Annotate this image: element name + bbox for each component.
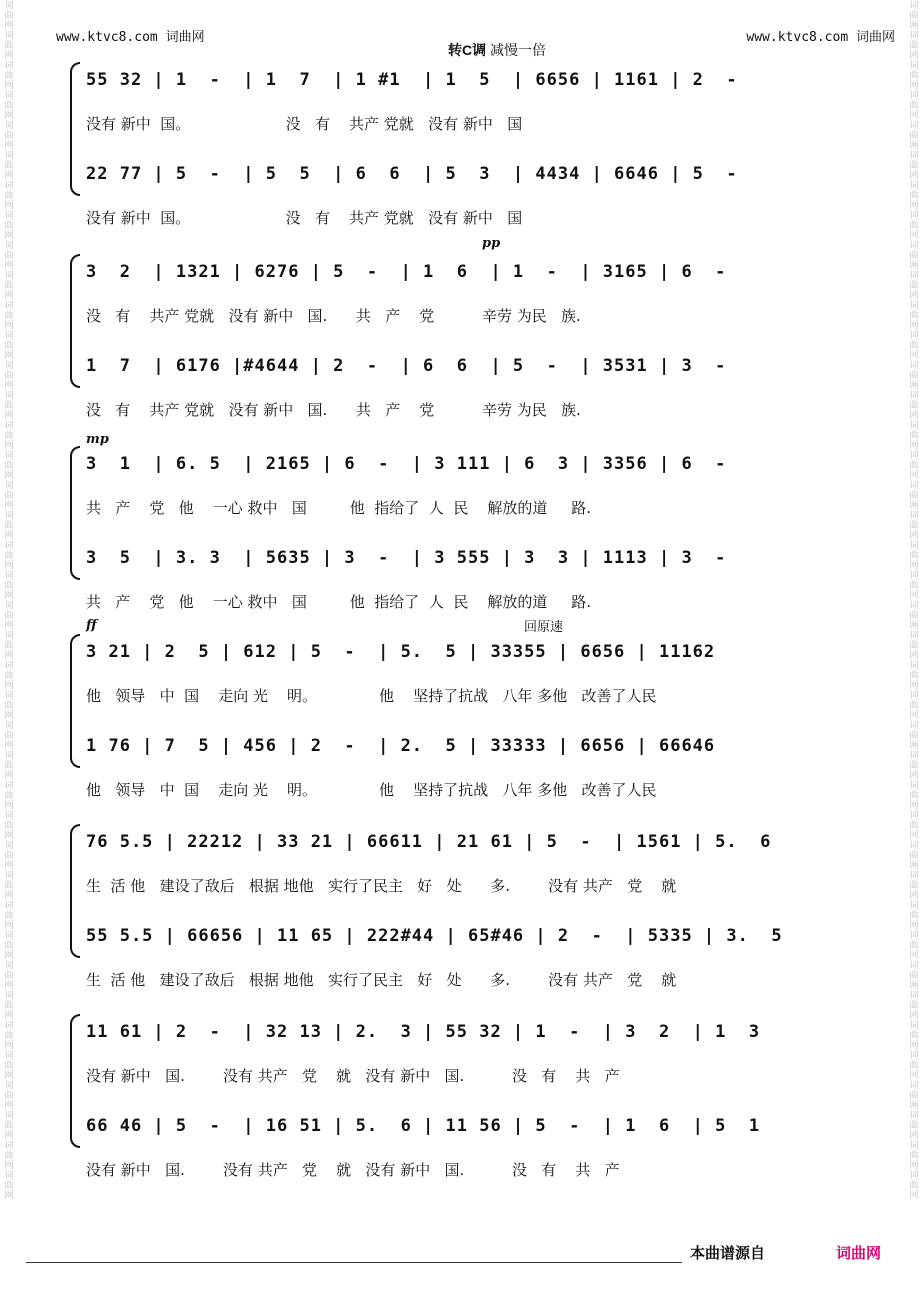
site-url-left[interactable]: www.ktvc8.com 词曲网 bbox=[56, 30, 205, 45]
watermark-glyph: 网 bbox=[4, 410, 14, 420]
watermark-glyph: 曲 bbox=[909, 640, 919, 650]
watermark-glyph: 词 bbox=[909, 240, 919, 250]
watermark-glyph: 曲 bbox=[4, 1060, 14, 1070]
watermark-glyph: 网 bbox=[909, 1160, 919, 1170]
watermark-glyph: 词 bbox=[4, 420, 14, 430]
watermark-glyph: 词 bbox=[909, 1050, 919, 1060]
watermark-glyph: 曲 bbox=[909, 1120, 919, 1130]
watermark-glyph: 词 bbox=[909, 570, 919, 580]
watermark-glyph: 曲 bbox=[909, 220, 919, 230]
watermark-glyph: 网 bbox=[4, 1040, 14, 1050]
soprano-notes: 3 2 | 1321 | 6276 | 5 - | 1 6 | 1 - | 3165 | 6 - bbox=[86, 262, 727, 282]
watermark-glyph: 曲 bbox=[909, 790, 919, 800]
watermark-glyph: 词 bbox=[4, 360, 14, 370]
dynamic-marking: ff bbox=[86, 618, 97, 633]
watermark-glyph: 词 bbox=[4, 1020, 14, 1030]
watermark-glyph: 词 bbox=[4, 450, 14, 460]
watermark-glyph: 网 bbox=[909, 170, 919, 180]
watermark-glyph: 曲 bbox=[909, 970, 919, 980]
soprano-lyrics: 没有 新中 国。 没 有 共产 党就 没有 新中 国 bbox=[86, 115, 523, 133]
watermark-glyph: 词 bbox=[4, 990, 14, 1000]
watermark-glyph: 词 bbox=[4, 630, 14, 640]
alto-notes: 55 5.5 | 66656 | 11 65 | 222#44 | 65#46 | 2 - | 5335 | 3. 5 bbox=[86, 926, 783, 946]
watermark-glyph: 曲 bbox=[4, 280, 14, 290]
watermark-glyph: 曲 bbox=[4, 640, 14, 650]
footer-source-label: 本曲谱源自 bbox=[690, 1245, 766, 1262]
watermark-glyph: 网 bbox=[909, 830, 919, 840]
watermark-glyph: 词 bbox=[4, 1080, 14, 1090]
watermark-glyph: 词 bbox=[909, 600, 919, 610]
watermark-glyph: 曲 bbox=[4, 850, 14, 860]
watermark-glyph: 网 bbox=[909, 530, 919, 540]
watermark-glyph: 曲 bbox=[909, 100, 919, 110]
watermark-glyph: 词 bbox=[909, 420, 919, 430]
watermark-glyph: 曲 bbox=[909, 610, 919, 620]
watermark-glyph: 网 bbox=[4, 800, 14, 810]
watermark-glyph: 词 bbox=[909, 720, 919, 730]
watermark-glyph: 曲 bbox=[4, 730, 14, 740]
watermark-glyph: 曲 bbox=[4, 820, 14, 830]
watermark-glyph: 网 bbox=[909, 710, 919, 720]
alto-lyrics: 没有 新中 国. 没有 共产 党 就 没有 新中 国. 没 有 共 产 bbox=[86, 1161, 620, 1179]
watermark-glyph: 曲 bbox=[4, 160, 14, 170]
watermark-glyph: 曲 bbox=[4, 40, 14, 50]
watermark-glyph: 网 bbox=[909, 920, 919, 930]
soprano-notes: 3 21 | 2 5 | 612 | 5 - | 5. 5 | 33355 | 6656 | 11162 bbox=[86, 642, 716, 662]
watermark-glyph: 词 bbox=[4, 270, 14, 280]
watermark-glyph: 曲 bbox=[4, 340, 14, 350]
watermark-glyph: 曲 bbox=[909, 250, 919, 260]
watermark-glyph: 曲 bbox=[4, 310, 14, 320]
side-watermark-left bbox=[2, 0, 16, 1290]
watermark-glyph: 词 bbox=[909, 90, 919, 100]
watermark-glyph: 曲 bbox=[4, 1120, 14, 1130]
watermark-glyph: 曲 bbox=[909, 700, 919, 710]
watermark-glyph: 词 bbox=[4, 600, 14, 610]
watermark-glyph: 词 bbox=[4, 900, 14, 910]
watermark-glyph: 曲 bbox=[4, 400, 14, 410]
watermark-glyph: 网 bbox=[909, 470, 919, 480]
watermark-glyph: 词 bbox=[909, 870, 919, 880]
watermark-glyph: 词 bbox=[909, 750, 919, 760]
key-change-label: 转C调 减慢一倍 bbox=[448, 42, 547, 58]
watermark-glyph: 曲 bbox=[909, 910, 919, 920]
watermark-glyph: 曲 bbox=[4, 130, 14, 140]
watermark-glyph: 曲 bbox=[4, 100, 14, 110]
watermark-glyph: 词 bbox=[4, 0, 14, 10]
watermark-glyph: 网 bbox=[4, 650, 14, 660]
watermark-glyph: 曲 bbox=[909, 40, 919, 50]
watermark-glyph: 网 bbox=[909, 1100, 919, 1110]
watermark-glyph: 网 bbox=[909, 440, 919, 450]
watermark-glyph: 网 bbox=[4, 770, 14, 780]
watermark-glyph: 曲 bbox=[4, 250, 14, 260]
watermark-glyph: 曲 bbox=[4, 1000, 14, 1010]
watermark-glyph: 网 bbox=[4, 380, 14, 390]
watermark-glyph: 网 bbox=[909, 1130, 919, 1140]
watermark-glyph: 曲 bbox=[4, 70, 14, 80]
alto-lyrics: 没 有 共产 党就 没有 新中 国. 共 产 党 辛劳 为民 族. bbox=[86, 401, 581, 419]
system-brace bbox=[70, 254, 80, 388]
watermark-glyph: 曲 bbox=[909, 520, 919, 530]
watermark-glyph: 词 bbox=[909, 990, 919, 1000]
watermark-glyph: 曲 bbox=[909, 130, 919, 140]
watermark-glyph: 网 bbox=[909, 770, 919, 780]
site-url-right[interactable]: www.ktvc8.com 词曲网 bbox=[746, 30, 895, 45]
watermark-glyph: 词 bbox=[4, 240, 14, 250]
alto-lyrics: 共 产 党 他 一心 救中 国 他 指给了 人 民 解放的道 路. bbox=[86, 593, 592, 611]
watermark-glyph: 词 bbox=[4, 90, 14, 100]
watermark-glyph: 曲 bbox=[4, 700, 14, 710]
watermark-glyph: 曲 bbox=[909, 1090, 919, 1100]
watermark-glyph: 网 bbox=[4, 20, 14, 30]
watermark-glyph: 曲 bbox=[909, 940, 919, 950]
watermark-glyph: 网 bbox=[4, 500, 14, 510]
watermark-glyph: 网 bbox=[4, 860, 14, 870]
alto-lyrics: 没有 新中 国。 没 有 共产 党就 没有 新中 国 bbox=[86, 209, 523, 227]
alto-notes: 3 5 | 3. 3 | 5635 | 3 - | 3 555 | 3 3 | 1113 | 3 - bbox=[86, 548, 727, 568]
watermark-glyph: 词 bbox=[909, 660, 919, 670]
watermark-glyph: 网 bbox=[4, 290, 14, 300]
watermark-glyph: 词 bbox=[909, 840, 919, 850]
watermark-glyph: 曲 bbox=[4, 790, 14, 800]
watermark-glyph: 网 bbox=[909, 1010, 919, 1020]
soprano-lyrics: 共 产 党 他 一心 救中 国 他 指给了 人 民 解放的道 路. bbox=[86, 499, 592, 517]
watermark-glyph: 词 bbox=[909, 120, 919, 130]
watermark-glyph: 网 bbox=[909, 890, 919, 900]
watermark-glyph: 曲 bbox=[4, 1030, 14, 1040]
watermark-glyph: 词 bbox=[909, 1080, 919, 1090]
watermark-glyph: 曲 bbox=[4, 940, 14, 950]
watermark-glyph: 网 bbox=[4, 920, 14, 930]
watermark-glyph: 词 bbox=[4, 180, 14, 190]
watermark-glyph: 曲 bbox=[909, 430, 919, 440]
watermark-glyph: 曲 bbox=[909, 580, 919, 590]
watermark-glyph: 网 bbox=[4, 440, 14, 450]
watermark-glyph: 词 bbox=[4, 660, 14, 670]
watermark-glyph: 词 bbox=[909, 810, 919, 820]
watermark-glyph: 词 bbox=[909, 390, 919, 400]
watermark-glyph: 词 bbox=[909, 480, 919, 490]
system-brace bbox=[70, 1014, 80, 1148]
watermark-glyph: 词 bbox=[4, 510, 14, 520]
watermark-glyph: 网 bbox=[909, 20, 919, 30]
watermark-glyph: 词 bbox=[4, 840, 14, 850]
watermark-glyph: 曲 bbox=[909, 1060, 919, 1070]
watermark-glyph: 网 bbox=[4, 1070, 14, 1080]
watermark-glyph: 曲 bbox=[909, 370, 919, 380]
watermark-glyph: 曲 bbox=[909, 880, 919, 890]
watermark-glyph: 网 bbox=[4, 260, 14, 270]
soprano-notes: 3 1 | 6. 5 | 2165 | 6 - | 3 111 | 6 3 | 3356 | 6 - bbox=[86, 454, 727, 474]
watermark-glyph: 网 bbox=[4, 1010, 14, 1020]
watermark-glyph: 网 bbox=[4, 110, 14, 120]
system-brace bbox=[70, 62, 80, 196]
watermark-glyph: 词 bbox=[909, 450, 919, 460]
watermark-glyph: 词 bbox=[4, 720, 14, 730]
watermark-glyph: 曲 bbox=[909, 820, 919, 830]
watermark-glyph: 词 bbox=[4, 330, 14, 340]
watermark-glyph: 网 bbox=[4, 1160, 14, 1170]
watermark-glyph: 曲 bbox=[909, 460, 919, 470]
watermark-glyph: 词 bbox=[4, 1140, 14, 1150]
watermark-glyph: 词 bbox=[909, 30, 919, 40]
watermark-glyph: 网 bbox=[4, 1130, 14, 1140]
soprano-notes: 11 61 | 2 - | 32 13 | 2. 3 | 55 32 | 1 - | 3 2 | 1 3 bbox=[86, 1022, 761, 1042]
watermark-glyph: 词 bbox=[909, 780, 919, 790]
watermark-glyph: 词 bbox=[909, 930, 919, 940]
watermark-glyph: 词 bbox=[909, 270, 919, 280]
watermark-glyph: 词 bbox=[909, 1020, 919, 1030]
watermark-glyph: 词 bbox=[909, 360, 919, 370]
watermark-glyph: 网 bbox=[4, 740, 14, 750]
watermark-glyph: 网 bbox=[909, 1070, 919, 1080]
watermark-glyph: 词 bbox=[4, 210, 14, 220]
watermark-glyph: 曲 bbox=[4, 190, 14, 200]
watermark-glyph: 词 bbox=[4, 150, 14, 160]
soprano-lyrics: 没有 新中 国. 没有 共产 党 就 没有 新中 国. 没 有 共 产 bbox=[86, 1067, 620, 1085]
watermark-glyph: 词 bbox=[4, 1170, 14, 1180]
watermark-glyph: 曲 bbox=[4, 370, 14, 380]
alto-notes: 66 46 | 5 - | 16 51 | 5. 6 | 11 56 | 5 - | 1 6 | 5 1 bbox=[86, 1116, 761, 1136]
watermark-glyph: 曲 bbox=[909, 490, 919, 500]
watermark-glyph: 曲 bbox=[4, 580, 14, 590]
watermark-glyph: 词 bbox=[909, 630, 919, 640]
watermark-glyph: 曲 bbox=[909, 850, 919, 860]
watermark-glyph: 词 bbox=[909, 300, 919, 310]
watermark-glyph: 网 bbox=[4, 680, 14, 690]
watermark-glyph: 网 bbox=[909, 350, 919, 360]
watermark-glyph: 网 bbox=[909, 590, 919, 600]
tempo-return-label: 回原速 bbox=[524, 619, 564, 634]
side-watermark-right bbox=[907, 0, 921, 1290]
watermark-glyph: 网 bbox=[909, 980, 919, 990]
watermark-glyph: 曲 bbox=[909, 70, 919, 80]
watermark-glyph: 网 bbox=[4, 140, 14, 150]
watermark-glyph: 网 bbox=[4, 80, 14, 90]
system-brace bbox=[70, 824, 80, 958]
watermark-glyph: 词 bbox=[4, 540, 14, 550]
watermark-glyph: 词 bbox=[4, 120, 14, 130]
watermark-glyph: 网 bbox=[909, 1040, 919, 1050]
soprano-lyrics: 他 领导 中 国 走向 光 明。 他 坚持了抗战 八年 多他 改善了人民 bbox=[86, 687, 657, 705]
watermark-glyph: 曲 bbox=[4, 220, 14, 230]
watermark-glyph: 词 bbox=[4, 750, 14, 760]
watermark-glyph: 曲 bbox=[909, 1180, 919, 1190]
watermark-glyph: 曲 bbox=[4, 610, 14, 620]
watermark-glyph: 网 bbox=[909, 560, 919, 570]
footer-divider bbox=[26, 1262, 682, 1263]
watermark-glyph: 曲 bbox=[4, 760, 14, 770]
watermark-glyph: 网 bbox=[909, 860, 919, 870]
watermark-glyph: 曲 bbox=[909, 1030, 919, 1040]
watermark-glyph: 词 bbox=[909, 960, 919, 970]
watermark-glyph: 曲 bbox=[4, 460, 14, 470]
watermark-glyph: 网 bbox=[909, 200, 919, 210]
watermark-glyph: 网 bbox=[909, 620, 919, 630]
watermark-glyph: 曲 bbox=[909, 1000, 919, 1010]
dynamic-marking: mp bbox=[86, 432, 109, 447]
dynamic-marking: pp bbox=[482, 236, 501, 251]
watermark-glyph: 曲 bbox=[4, 550, 14, 560]
watermark-glyph: 曲 bbox=[4, 1150, 14, 1160]
footer-brand-link[interactable]: 词曲网 bbox=[836, 1245, 882, 1262]
watermark-glyph: 网 bbox=[4, 560, 14, 570]
watermark-glyph: 词 bbox=[4, 930, 14, 940]
watermark-glyph: 曲 bbox=[909, 280, 919, 290]
watermark-glyph: 网 bbox=[909, 230, 919, 240]
watermark-glyph: 词 bbox=[4, 1110, 14, 1120]
watermark-glyph: 网 bbox=[909, 410, 919, 420]
system-brace bbox=[70, 634, 80, 768]
watermark-glyph: 网 bbox=[4, 890, 14, 900]
watermark-glyph: 曲 bbox=[4, 430, 14, 440]
watermark-glyph: 曲 bbox=[909, 1150, 919, 1160]
watermark-glyph: 词 bbox=[909, 0, 919, 10]
watermark-glyph: 网 bbox=[4, 620, 14, 630]
watermark-glyph: 词 bbox=[909, 60, 919, 70]
watermark-glyph: 网 bbox=[4, 530, 14, 540]
watermark-glyph: 网 bbox=[4, 200, 14, 210]
watermark-glyph: 网 bbox=[909, 380, 919, 390]
watermark-glyph: 网 bbox=[4, 980, 14, 990]
watermark-glyph: 词 bbox=[909, 150, 919, 160]
watermark-glyph: 网 bbox=[4, 1190, 14, 1200]
alto-notes: 1 7 | 6176 |#4644 | 2 - | 6 6 | 5 - | 3531 | 3 - bbox=[86, 356, 727, 376]
watermark-glyph: 网 bbox=[909, 1190, 919, 1200]
soprano-lyrics: 生 活 他 建设了敌后 根据 地他 实行了民主 好 处 多. 没有 共产 党 就 bbox=[86, 877, 677, 895]
watermark-glyph: 词 bbox=[4, 690, 14, 700]
watermark-glyph: 网 bbox=[909, 320, 919, 330]
watermark-glyph: 词 bbox=[909, 1140, 919, 1150]
watermark-glyph: 网 bbox=[4, 710, 14, 720]
watermark-glyph: 网 bbox=[4, 950, 14, 960]
watermark-glyph: 网 bbox=[909, 740, 919, 750]
watermark-glyph: 网 bbox=[4, 350, 14, 360]
watermark-glyph: 词 bbox=[909, 690, 919, 700]
watermark-glyph: 曲 bbox=[909, 760, 919, 770]
watermark-glyph: 词 bbox=[4, 30, 14, 40]
watermark-glyph: 网 bbox=[4, 170, 14, 180]
watermark-glyph: 网 bbox=[4, 50, 14, 60]
watermark-glyph: 曲 bbox=[909, 190, 919, 200]
watermark-glyph: 网 bbox=[4, 590, 14, 600]
watermark-glyph: 词 bbox=[909, 1110, 919, 1120]
watermark-glyph: 网 bbox=[909, 50, 919, 60]
watermark-glyph: 网 bbox=[4, 320, 14, 330]
watermark-glyph: 词 bbox=[4, 390, 14, 400]
watermark-glyph: 曲 bbox=[4, 880, 14, 890]
watermark-glyph: 曲 bbox=[909, 160, 919, 170]
watermark-glyph: 曲 bbox=[4, 910, 14, 920]
watermark-glyph: 词 bbox=[909, 510, 919, 520]
watermark-glyph: 网 bbox=[909, 800, 919, 810]
watermark-glyph: 词 bbox=[4, 870, 14, 880]
watermark-glyph: 网 bbox=[909, 260, 919, 270]
watermark-glyph: 词 bbox=[909, 180, 919, 190]
watermark-glyph: 词 bbox=[4, 300, 14, 310]
soprano-notes: 55 32 | 1 - | 1 7 | 1 #1 | 1 5 | 6656 | 1161 | 2 - bbox=[86, 70, 738, 90]
watermark-glyph: 词 bbox=[909, 330, 919, 340]
watermark-glyph: 网 bbox=[4, 230, 14, 240]
watermark-glyph: 曲 bbox=[4, 1180, 14, 1190]
alto-lyrics: 他 领导 中 国 走向 光 明。 他 坚持了抗战 八年 多他 改善了人民 bbox=[86, 781, 657, 799]
watermark-glyph: 曲 bbox=[4, 520, 14, 530]
alto-lyrics: 生 活 他 建设了敌后 根据 地他 实行了民主 好 处 多. 没有 共产 党 就 bbox=[86, 971, 677, 989]
watermark-glyph: 词 bbox=[909, 1170, 919, 1180]
watermark-glyph: 曲 bbox=[909, 400, 919, 410]
watermark-glyph: 词 bbox=[909, 210, 919, 220]
watermark-glyph: 曲 bbox=[909, 550, 919, 560]
soprano-notes: 76 5.5 | 22212 | 33 21 | 66611 | 21 61 | 5 - | 1561 | 5. 6 bbox=[86, 832, 772, 852]
watermark-glyph: 词 bbox=[909, 540, 919, 550]
alto-notes: 1 76 | 7 5 | 456 | 2 - | 2. 5 | 33333 | 6656 | 66646 bbox=[86, 736, 716, 756]
watermark-glyph: 曲 bbox=[4, 10, 14, 20]
watermark-glyph: 网 bbox=[909, 80, 919, 90]
watermark-glyph: 词 bbox=[4, 810, 14, 820]
watermark-glyph: 曲 bbox=[4, 970, 14, 980]
watermark-glyph: 词 bbox=[4, 960, 14, 970]
watermark-glyph: 词 bbox=[4, 60, 14, 70]
watermark-glyph: 网 bbox=[909, 140, 919, 150]
watermark-glyph: 网 bbox=[909, 950, 919, 960]
watermark-glyph: 曲 bbox=[909, 310, 919, 320]
watermark-glyph: 词 bbox=[909, 900, 919, 910]
watermark-glyph: 网 bbox=[909, 110, 919, 120]
watermark-glyph: 词 bbox=[4, 480, 14, 490]
watermark-glyph: 网 bbox=[909, 650, 919, 660]
watermark-glyph: 曲 bbox=[909, 730, 919, 740]
watermark-glyph: 曲 bbox=[4, 670, 14, 680]
watermark-glyph: 网 bbox=[909, 680, 919, 690]
watermark-glyph: 词 bbox=[4, 1050, 14, 1060]
watermark-glyph: 曲 bbox=[909, 340, 919, 350]
system-brace bbox=[70, 446, 80, 580]
watermark-glyph: 网 bbox=[4, 470, 14, 480]
watermark-glyph: 词 bbox=[4, 780, 14, 790]
watermark-glyph: 曲 bbox=[909, 10, 919, 20]
watermark-glyph: 网 bbox=[909, 290, 919, 300]
watermark-glyph: 曲 bbox=[4, 490, 14, 500]
watermark-glyph: 网 bbox=[909, 500, 919, 510]
alto-notes: 22 77 | 5 - | 5 5 | 6 6 | 5 3 | 4434 | 6646 | 5 - bbox=[86, 164, 738, 184]
soprano-lyrics: 没 有 共产 党就 没有 新中 国. 共 产 党 辛劳 为民 族. bbox=[86, 307, 581, 325]
watermark-glyph: 曲 bbox=[909, 670, 919, 680]
watermark-glyph: 曲 bbox=[4, 1090, 14, 1100]
watermark-glyph: 网 bbox=[4, 1100, 14, 1110]
watermark-glyph: 词 bbox=[4, 570, 14, 580]
watermark-glyph: 网 bbox=[4, 830, 14, 840]
